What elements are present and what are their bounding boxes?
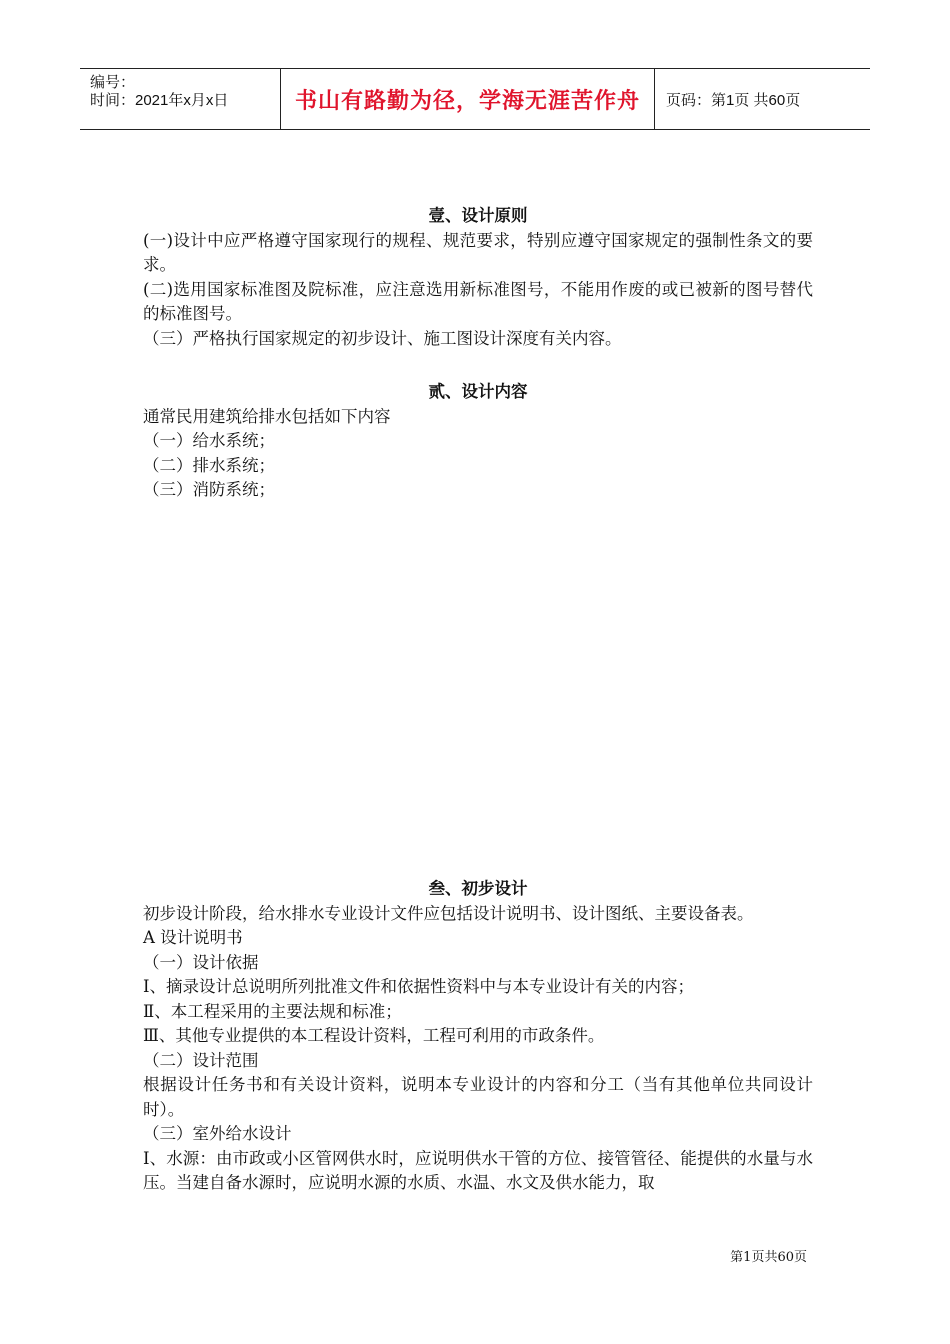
header-motto-cell	[280, 69, 655, 129]
section-design-content	[143, 380, 813, 503]
list-item: （二）排水系统；	[143, 455, 275, 475]
subheading: （二）设计范围	[143, 1050, 259, 1070]
subheading: （一）设计依据	[143, 952, 259, 972]
header-page-number: 页码：第1页 共60页	[666, 91, 801, 109]
page-footer: 第1页共60页	[730, 1250, 807, 1265]
paragraph: 根据设计任务书和有关设计资料，说明本专业设计的内容和分工（当有其他单位共同设计时）。	[143, 1075, 813, 1119]
page-header	[80, 68, 870, 130]
paragraph: 初步设计阶段，给水排水专业设计文件应包括设计说明书、设计图纸、主要设备表。	[143, 903, 754, 923]
header-meta	[80, 69, 280, 129]
doc-time-label: 时间：2021年x月x日	[90, 92, 229, 109]
list-item: （三）消防系统；	[143, 480, 275, 499]
paragraph: (二)选用国家标准图及院标准，应注意选用新标准图号，不能用作废的或已被新的图号替代的标准图号。	[143, 279, 813, 323]
header-page-cell	[654, 69, 870, 129]
paragraph: 通常民用建筑给排水包括如下内容	[143, 406, 391, 426]
paragraph: （三）严格执行国家规定的初步设计、施工图设计深度有关内容。	[143, 328, 622, 348]
section-preliminary-design	[143, 877, 813, 1196]
list-item: Ⅱ、本工程采用的主要法规和标准；	[143, 1001, 402, 1021]
paragraph: Ⅰ、水源：由市政或小区管网供水时，应说明供水干管的方位、接管管径、能提供的水量与水压。当建自备水源时，应说明水源的水质、水温、水文及供水能力，取	[143, 1148, 813, 1192]
subheading: A 设计说明书	[143, 928, 243, 947]
list-item: Ⅰ、摘录设计总说明所列批准文件和依据性资料中与本专业设计有关的内容；	[143, 977, 695, 996]
section-title: 叁、初步设计	[428, 879, 528, 898]
list-item: Ⅲ、其他专业提供的本工程设计资料，工程可利用的市政条件。	[143, 1026, 605, 1045]
header-motto: 书山有路勤为径，学海无涯苦作舟	[294, 88, 640, 114]
doc-number-label: 编号：	[90, 74, 136, 91]
section-title: 壹、设计原则	[428, 206, 528, 225]
paragraph: (一)设计中应严格遵守国家现行的规程、规范要求，特别应遵守国家规定的强制性条文的要求。	[143, 230, 813, 274]
subheading: （三）室外给水设计	[143, 1124, 292, 1143]
section-design-principles	[143, 204, 813, 351]
list-item: （一）给水系统；	[143, 431, 275, 450]
section-title: 贰、设计内容	[428, 382, 528, 401]
